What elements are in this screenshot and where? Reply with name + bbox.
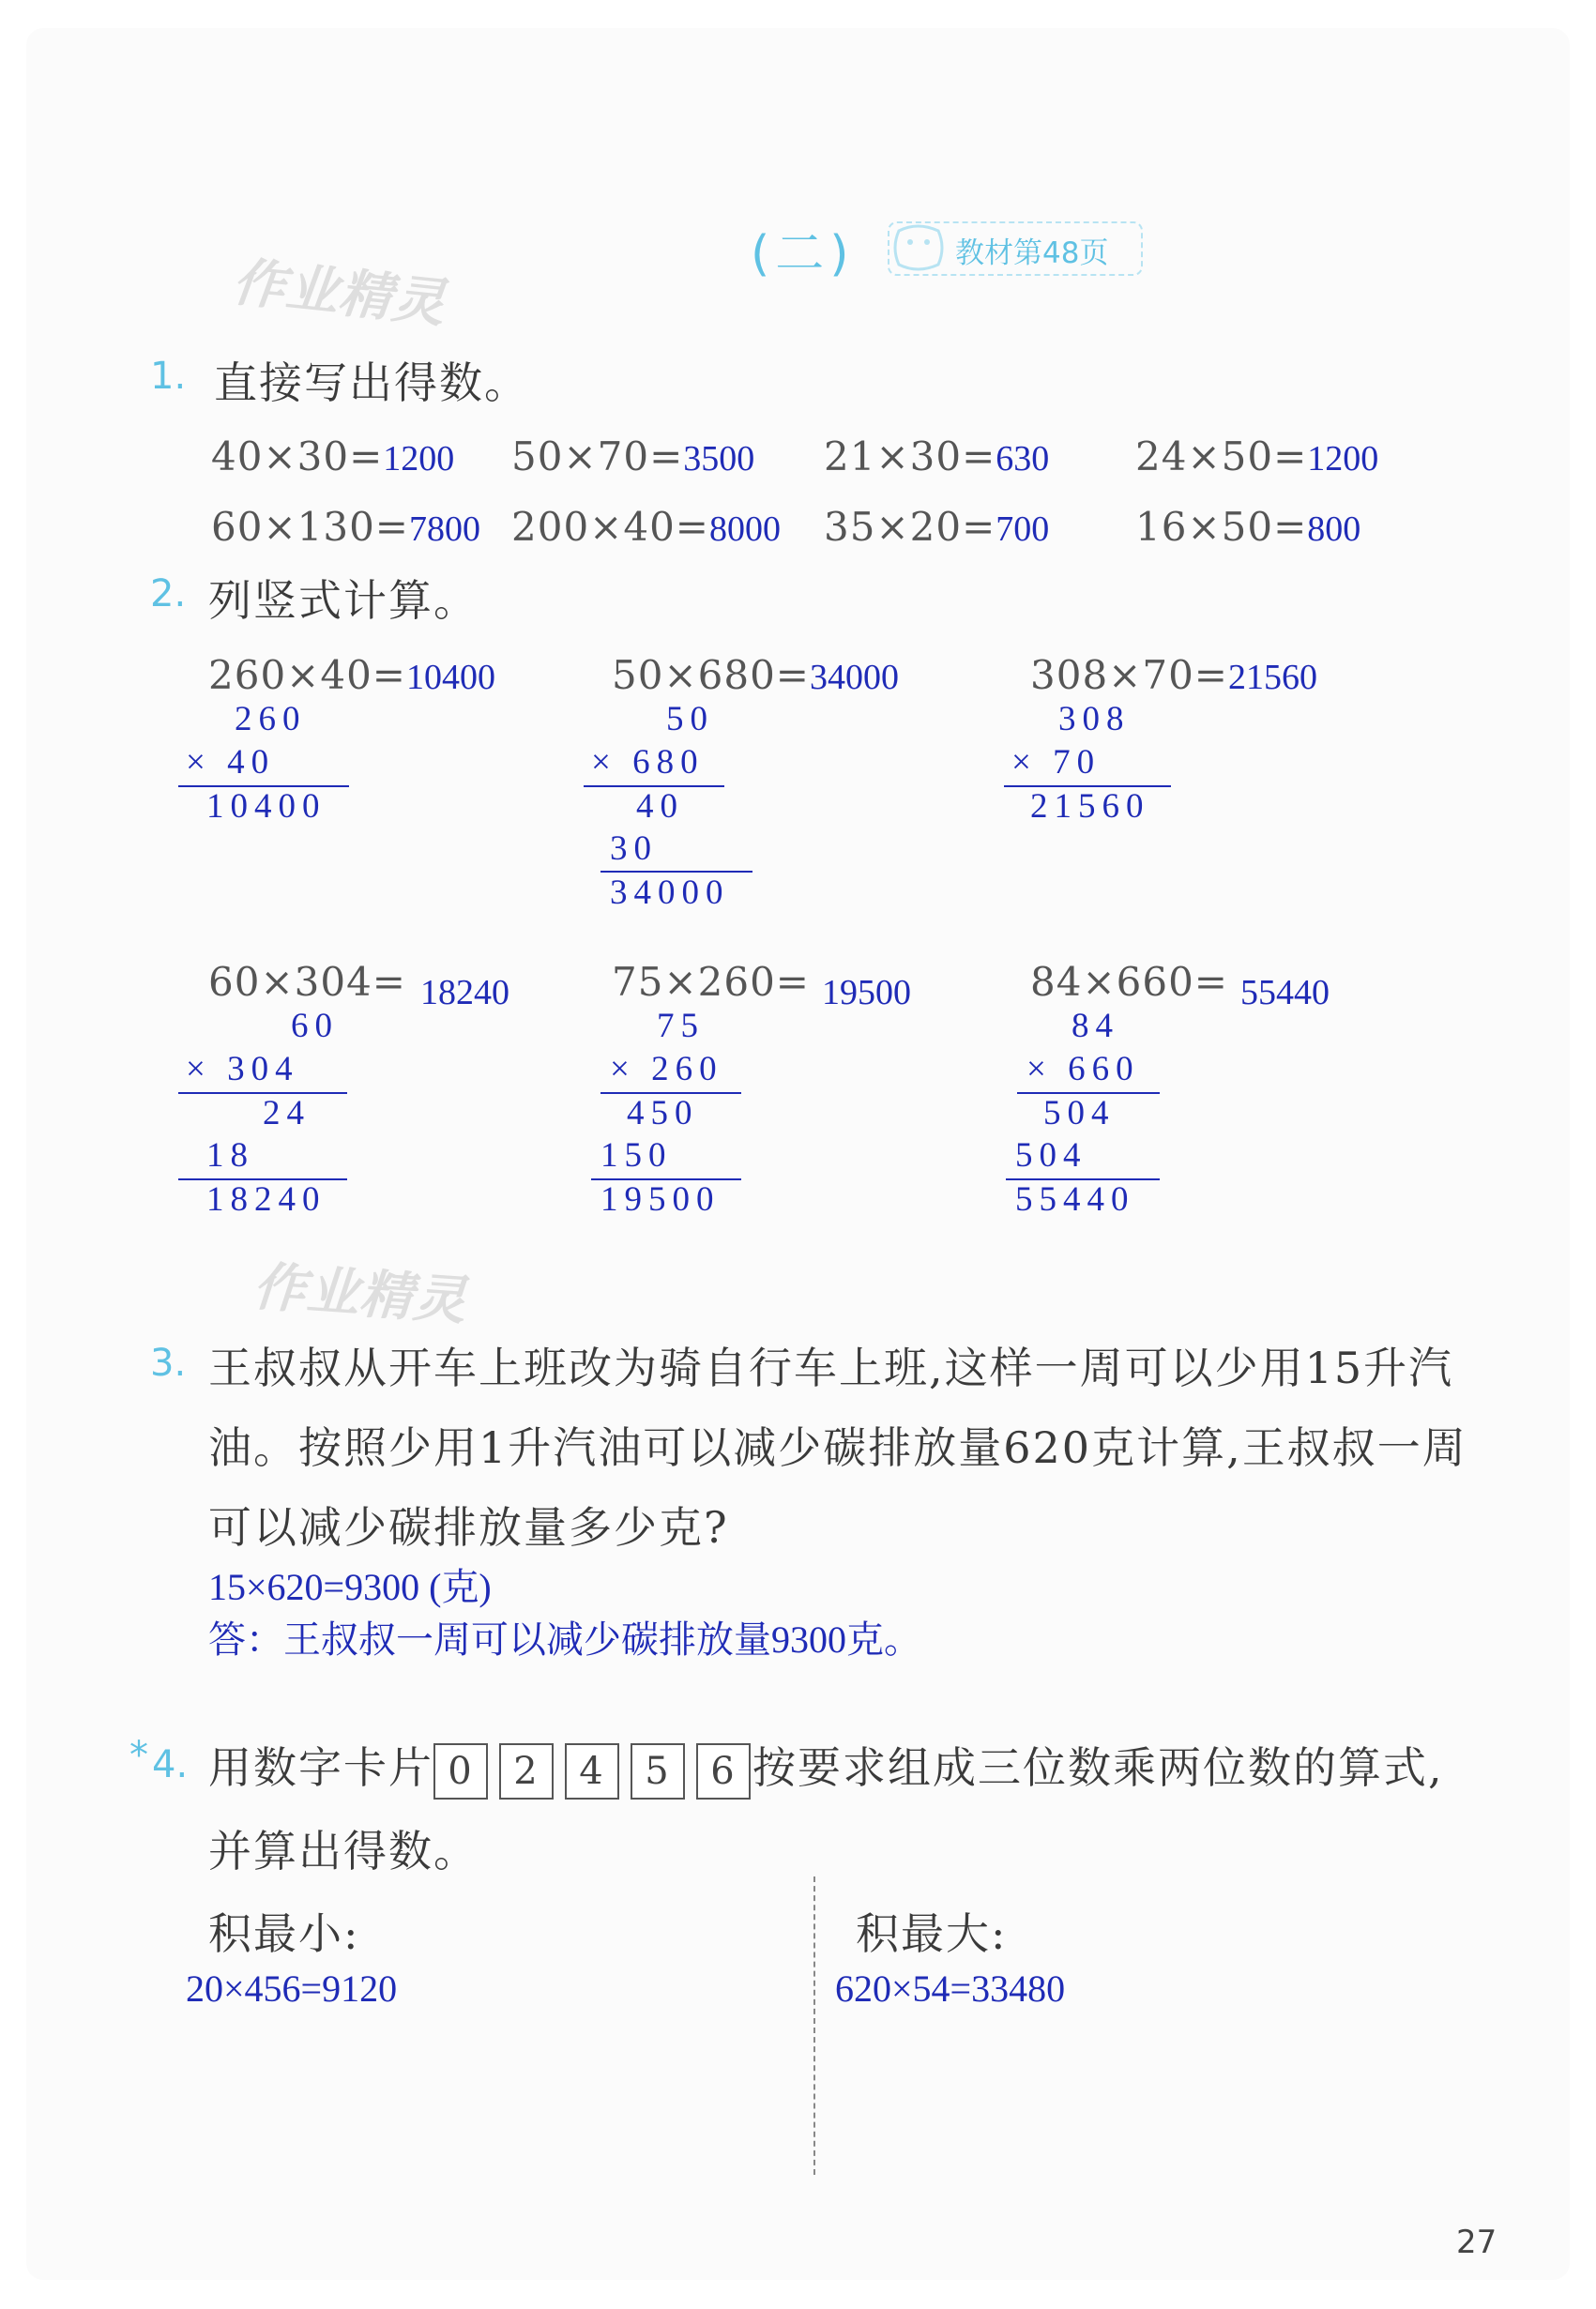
answer: 800	[1307, 509, 1361, 549]
vertical-line: 50	[666, 700, 714, 738]
answer: 19500	[822, 973, 911, 1012]
vertical-line: 55440	[1015, 1180, 1135, 1219]
q1-item	[211, 433, 454, 479]
expression: 84×660=	[1030, 959, 1228, 1005]
min-product-label: 积最小:	[208, 1908, 360, 1959]
digit-card: 6	[696, 1743, 751, 1800]
answer: 3500	[683, 439, 755, 479]
page-number: 27	[1456, 2224, 1497, 2261]
q1-item	[1135, 433, 1378, 479]
digit-card: 5	[631, 1743, 685, 1800]
expression: 24×50=	[1135, 433, 1308, 479]
vertical-line: 10400	[206, 787, 327, 826]
min-product-answer: 20×456=9120	[186, 1967, 398, 2010]
column-divider	[813, 1876, 815, 2175]
vertical-line: 504	[1015, 1136, 1087, 1175]
digit-card: 0	[433, 1743, 488, 1800]
vertical-line: 308	[1058, 700, 1131, 738]
answer: 55440	[1240, 973, 1330, 1012]
q4-star: *	[129, 1734, 148, 1777]
vertical-line: 60	[291, 1007, 339, 1045]
watermark-logo: 作业精灵	[229, 251, 449, 335]
expression: 50×70=	[511, 433, 684, 479]
digit-card: 2	[499, 1743, 554, 1800]
expression: 60×130=	[211, 504, 409, 550]
vertical-line: 450	[627, 1094, 699, 1132]
q3-answer: 答：王叔叔一周可以减少碳排放量9300克。	[208, 1618, 921, 1661]
vertical-line: 40	[636, 787, 684, 826]
answer: 18240	[420, 973, 509, 1012]
textbook-reference: 教材第48页	[955, 236, 1109, 270]
q4-prompt-start: 用数字卡片	[208, 1742, 433, 1793]
vertical-line: 260	[235, 700, 307, 738]
vertical-line: × 40	[186, 743, 276, 782]
q2-prompt: 列竖式计算。	[208, 575, 479, 626]
q2-expression	[1030, 959, 1228, 1005]
vertical-line: 30	[610, 829, 658, 868]
q1-item	[511, 433, 754, 479]
vertical-line: 19500	[600, 1180, 721, 1219]
q3-line: 油。按照少用1升汽油可以减少碳排放量620克计算,王叔叔一周	[208, 1422, 1467, 1473]
expression: 16×50=	[1135, 504, 1308, 550]
expression: 75×260=	[612, 959, 810, 1005]
vertical-line: × 680	[591, 743, 705, 782]
expression: 60×304=	[208, 959, 406, 1005]
vertical-line: 84	[1072, 1007, 1119, 1045]
max-product-answer: 620×54=33480	[835, 1967, 1066, 2010]
vertical-line: 21560	[1030, 787, 1150, 826]
q3-number: 3.	[150, 1342, 187, 1385]
q4-prompt	[208, 1734, 1444, 1800]
section-title: (二)	[751, 226, 855, 282]
answer: 21560	[1228, 658, 1317, 697]
answer: 7800	[409, 509, 480, 549]
q4-prompt-end: 按要求组成三位数乘两位数的算式,	[752, 1742, 1444, 1793]
q1-number: 1.	[150, 355, 187, 398]
answer: 630	[996, 439, 1050, 479]
q1-prompt: 直接写出得数。	[214, 357, 529, 408]
q1-item	[824, 433, 1049, 479]
q1-item	[824, 504, 1049, 550]
answer: 1200	[1307, 439, 1379, 479]
expression: 35×20=	[824, 504, 996, 550]
q2-expression	[612, 959, 810, 1005]
book-icon	[889, 221, 948, 278]
q3-line: 可以减少碳排放量多少克?	[208, 1502, 729, 1553]
answer: 10400	[406, 658, 495, 697]
expression: 40×30=	[211, 433, 384, 479]
q4-number: 4.	[152, 1743, 189, 1786]
q2-expression	[208, 959, 406, 1005]
q1-item	[1135, 504, 1360, 550]
vertical-line: 75	[657, 1007, 705, 1045]
vertical-line: × 260	[610, 1050, 723, 1088]
q2-expression	[1030, 652, 1317, 698]
vertical-line: 18	[206, 1136, 254, 1175]
q1-item	[211, 504, 480, 550]
vertical-line: 504	[1043, 1094, 1116, 1132]
vertical-line: 24	[263, 1094, 311, 1132]
vertical-line: 34000	[610, 873, 730, 912]
expression: 308×70=	[1030, 652, 1228, 698]
q2-number: 2.	[150, 572, 187, 615]
vertical-line: 150	[600, 1136, 673, 1175]
watermark-logo: 作业精灵	[251, 1256, 469, 1332]
vertical-line: 18240	[206, 1180, 327, 1219]
vertical-line: × 304	[186, 1050, 299, 1088]
q2-expression	[208, 652, 495, 698]
answer: 8000	[709, 509, 781, 549]
q1-item	[511, 504, 781, 550]
q3-solution: 15×620=9300 (克)	[208, 1566, 492, 1608]
vertical-line: × 70	[1011, 743, 1102, 782]
digit-card: 4	[565, 1743, 619, 1800]
answer: 700	[996, 509, 1050, 549]
q2-expression	[612, 652, 899, 698]
max-product-label: 积最大:	[856, 1908, 1008, 1959]
q3-line: 王叔叔从开车上班改为骑自行车上班,这样一周可以少用15升汽	[208, 1343, 1454, 1393]
vertical-line: × 660	[1026, 1050, 1140, 1088]
expression: 21×30=	[824, 433, 996, 479]
q4-prompt-line2: 并算出得数。	[208, 1826, 479, 1876]
expression: 260×40=	[208, 652, 406, 698]
answer: 34000	[810, 658, 899, 697]
expression: 200×40=	[511, 504, 709, 550]
answer: 1200	[383, 439, 455, 479]
expression: 50×680=	[612, 652, 810, 698]
